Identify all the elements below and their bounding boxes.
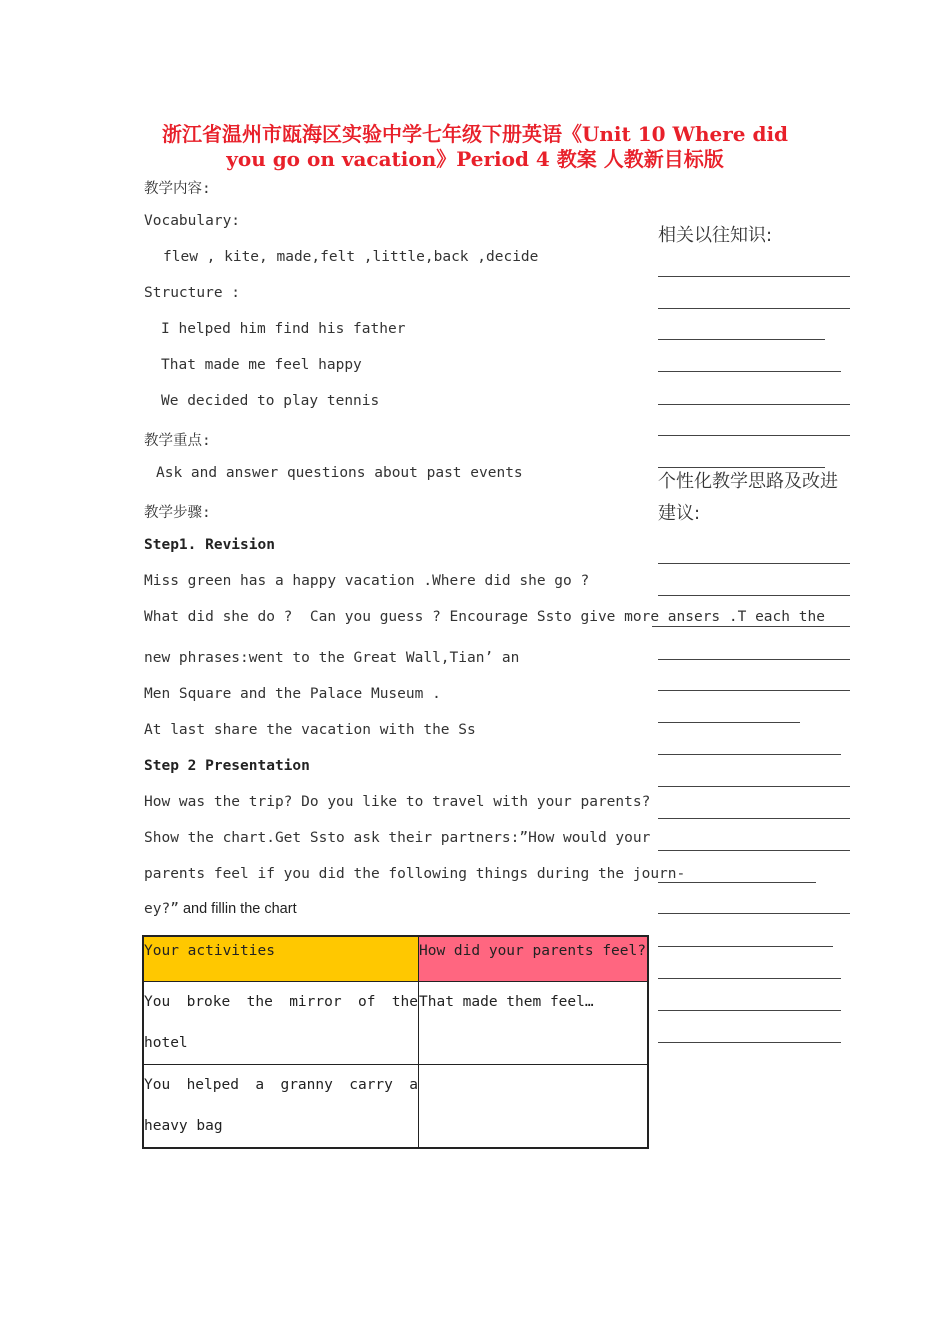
chart-cell-activity: You broke the mirror of the hotel: [143, 982, 419, 1065]
blank-line: [658, 435, 850, 436]
blank-line: [658, 1042, 841, 1043]
blank-line: [658, 818, 850, 819]
blank-line: [658, 690, 850, 691]
chart-cell-feeling[interactable]: That made them feel…: [419, 982, 649, 1065]
blank-line: [658, 850, 850, 851]
step2-line: parents feel if you did the following things during the journ-: [144, 866, 686, 882]
blank-line: [658, 404, 850, 405]
vocabulary-label: Vocabulary:: [144, 213, 241, 229]
step2-last-sans: and fillin the chart: [178, 901, 297, 917]
step2-last-mono: ey?”: [144, 901, 179, 917]
blank-line: [658, 946, 833, 947]
blank-line: [658, 659, 850, 660]
title-line-1: 浙江省温州市瓯海区实验中学七年级下册英语《Unit 10 Where did: [161, 122, 789, 146]
table-row: [143, 982, 648, 1065]
blank-line: [658, 371, 841, 372]
blank-line: [658, 276, 850, 277]
step2-title: Step 2 Presentation: [144, 758, 310, 774]
title-line-2: you go on vacation》Period 4 教案 人教新目标版: [226, 147, 724, 171]
step2-line: How was the trip? Do you like to travel with your parents?: [144, 794, 651, 810]
steps-label: 教学步骤:: [144, 505, 211, 521]
blank-line: [658, 339, 825, 340]
related-knowledge-heading: 相关以往知识:: [658, 225, 773, 246]
blank-line: [658, 882, 816, 883]
step1-line: At last share the vacation with the Ss: [144, 722, 476, 738]
chart-header-activities: Your activities: [143, 936, 419, 982]
step1-title: Step1. Revision: [144, 537, 275, 553]
table-row: [143, 1065, 648, 1149]
blank-line: [658, 308, 850, 309]
document-title: [120, 122, 830, 172]
step1-line: What did she do ? Can you guess ? Encourage Ssto give more ansers .T each the: [144, 609, 825, 625]
blank-line: [652, 626, 850, 627]
activity-chart: [142, 935, 649, 1149]
step2-line: Show the chart.Get Ssto ask their partners:”How would your: [144, 830, 651, 846]
blank-line: [658, 978, 841, 979]
chart-header-feelings: How did your parents feel?: [419, 936, 649, 982]
personal-notes-heading: 个性化教学思路及改进建议:: [658, 471, 838, 524]
blank-line: [658, 1010, 841, 1011]
step1-line: Miss green has a happy vacation .Where did she go ?: [144, 573, 590, 589]
teaching-content-label: 教学内容:: [144, 181, 211, 197]
step1-line: new phrases:went to the Great Wall,Tian’ an: [144, 650, 520, 666]
blank-line: [658, 467, 825, 468]
blank-line: [658, 722, 800, 723]
structure-item: We decided to play tennis: [161, 393, 380, 409]
chart-header-row: [143, 936, 648, 982]
chart-cell-activity: You helped a granny carry a heavy bag: [143, 1065, 419, 1149]
step1-line: Men Square and the Palace Museum .: [144, 686, 441, 702]
blank-line: [658, 595, 850, 596]
chart-cell-feeling[interactable]: [419, 1065, 649, 1149]
vocabulary-words: flew , kite, made,felt ,little,back ,decide: [163, 249, 539, 265]
blank-line: [658, 563, 850, 564]
blank-line: [658, 786, 850, 787]
blank-line: [658, 913, 850, 914]
key-points-text: Ask and answer questions about past events: [156, 465, 523, 481]
blank-line: [658, 754, 841, 755]
key-points-label: 教学重点:: [144, 433, 211, 449]
structure-label: Structure :: [144, 285, 241, 301]
step2-line-last: [144, 901, 297, 917]
structure-item: That made me feel happy: [161, 357, 362, 373]
structure-item: I helped him find his father: [161, 321, 406, 337]
